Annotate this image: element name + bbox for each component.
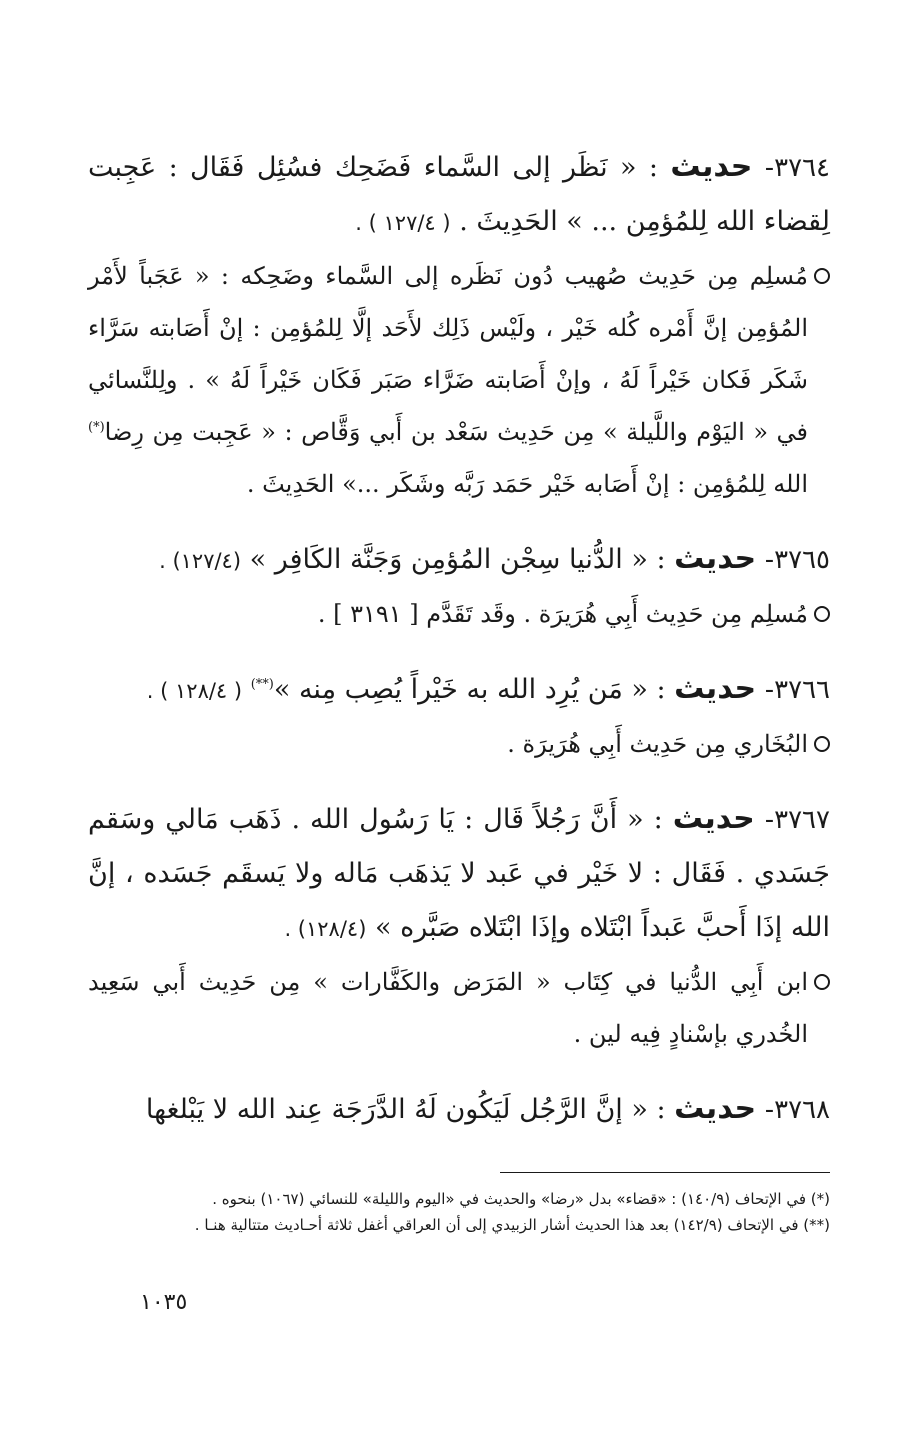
circle-bullet-icon — [814, 974, 830, 990]
footnote-divider — [500, 1172, 830, 1173]
footnote: (**) في الإتحاف (١٤٢/٩) بعد هذا الحديث أشار الزبيدي إلى أن العراقي أغفل ثلاثة أحـاديث متتالية هنـا . — [194, 1216, 830, 1234]
hadith-text — [88, 662, 830, 718]
circle-bullet-icon — [814, 268, 830, 284]
hadith-text — [88, 792, 830, 956]
hadith-entry — [88, 1082, 830, 1137]
hadith-body: : « نَظَر إلى السَّماء فَضَحِك فسُئِل فَقَال : عَجِبت لِقضاء الله لِلمُؤمِن ... » الحَدِيثَ . — [88, 152, 830, 237]
hadith-body: : « مَن يُرِد الله به خَيْراً يُصِب مِنه » — [273, 674, 666, 705]
commentary — [88, 718, 830, 770]
commentary — [88, 588, 830, 640]
volume-page-ref: ( ١٢٨/٤ ) . — [146, 679, 243, 703]
footnotes — [88, 1186, 830, 1238]
commentary — [88, 250, 830, 510]
hadith-entry — [88, 140, 830, 510]
hadith-label: حديث — [670, 149, 753, 184]
commentary-text: ابن أَبِي الدُّنيا في كِتَاب « المَرَض والكَفَّارات » مِن حَدِيث أَبي سَعِيد الخُدري بإسْنادٍ فِيه لين . — [88, 968, 808, 1048]
hadith-number: ٣٧٦٧- — [764, 805, 830, 835]
circle-bullet-icon — [814, 736, 830, 752]
hadith-entry — [88, 662, 830, 770]
volume-page-ref: ( ١٢٧/٤ ) . — [355, 211, 451, 235]
circle-bullet-icon — [814, 606, 830, 622]
hadith-label: حديث — [674, 1091, 757, 1126]
main-text — [88, 140, 830, 1159]
commentary-text: مُسلِم مِن حَدِيث صُهيب دُون نَظَره إلى السَّماء وضَحِكه : « عَجَباً لأَمْر المُؤمِن إنَّ أَمْره كُله خَيْر ، ولَيْس ذَلِك لأَحَد إلَّا لِلمُؤمِن : إنْ أَصَابته سَرَّاء شَكَر فَكان خَيْراً لَهُ ، وإنْ أَصَابته ضَرَّاء صَبَر فَكَان خَيْراً لَهُ » . ولِلنَّسائي في « اليَوْم واللَّيلة » مِن حَدِيث سَعْد بن أَبي وَقَّاص : « عَجِبت مِن رِضا — [88, 262, 808, 446]
hadith-number: ٣٧٦٦- — [764, 675, 830, 705]
hadith-label: حديث — [674, 541, 757, 576]
page-number: ١٠٣٥ — [140, 1290, 188, 1315]
hadith-entry — [88, 792, 830, 1060]
hadith-number: ٣٧٦٤- — [764, 153, 830, 183]
volume-page-ref: (١٢٨/٤) . — [284, 917, 367, 941]
footnote: (*) في الإتحاف (١٤٠/٩) : «قضاء» بدل «رضا» والحديث في «اليوم والليلة» للنسائي (١٠٦٧) بنحوه . — [212, 1190, 830, 1208]
volume-page-ref: (١٢٧/٤) . — [159, 549, 242, 573]
commentary-text: البُخَاري مِن حَدِيث أَبِي هُرَيرَة . — [507, 730, 808, 758]
footnote-marker: (*) — [88, 420, 105, 435]
hadith-body: : « إنَّ الرَّجُل لَيَكُون لَهُ الدَّرَجَة عِند الله لا يَبْلغها — [145, 1094, 666, 1125]
commentary-text: الله لِلمُؤمِن : إنْ أَصَابه خَيْر حَمَد رَبَّه وشَكَر ...» الحَدِيثَ . — [246, 470, 808, 498]
hadith-number: ٣٧٦٨- — [764, 1095, 830, 1125]
commentary-text: مُسلِم مِن حَدِيث أَبِي هُرَيرَة . وقَد تَقَدَّم [ ٣١٩١ ] . — [317, 600, 808, 628]
hadith-label: حديث — [672, 801, 755, 836]
hadith-body: : « الدُّنيا سِجْن المُؤمِن وَجَنَّة الكَافِر » — [249, 544, 666, 575]
hadith-entry — [88, 532, 830, 640]
hadith-text — [88, 1082, 830, 1137]
hadith-number: ٣٧٦٥- — [764, 545, 830, 575]
hadith-text — [88, 532, 830, 588]
hadith-label: حديث — [674, 671, 757, 706]
hadith-text — [88, 140, 830, 250]
hadith-body: : « أَنَّ رَجُلاً قَال : يَا رَسُول الله . ذَهَب مَالي وسَقم جَسَدي . فَقَال : لا خَيْر في عَبد لا يَذهَب مَاله ولا يَسقَم جَسَده ، إنَّ الله إذَا أَحبَّ عَبداً ابْتَلاه وإذَا ابْتَلاه صَبَّره » — [88, 804, 830, 943]
footnote-marker: (**) — [250, 677, 274, 692]
commentary — [88, 956, 830, 1060]
